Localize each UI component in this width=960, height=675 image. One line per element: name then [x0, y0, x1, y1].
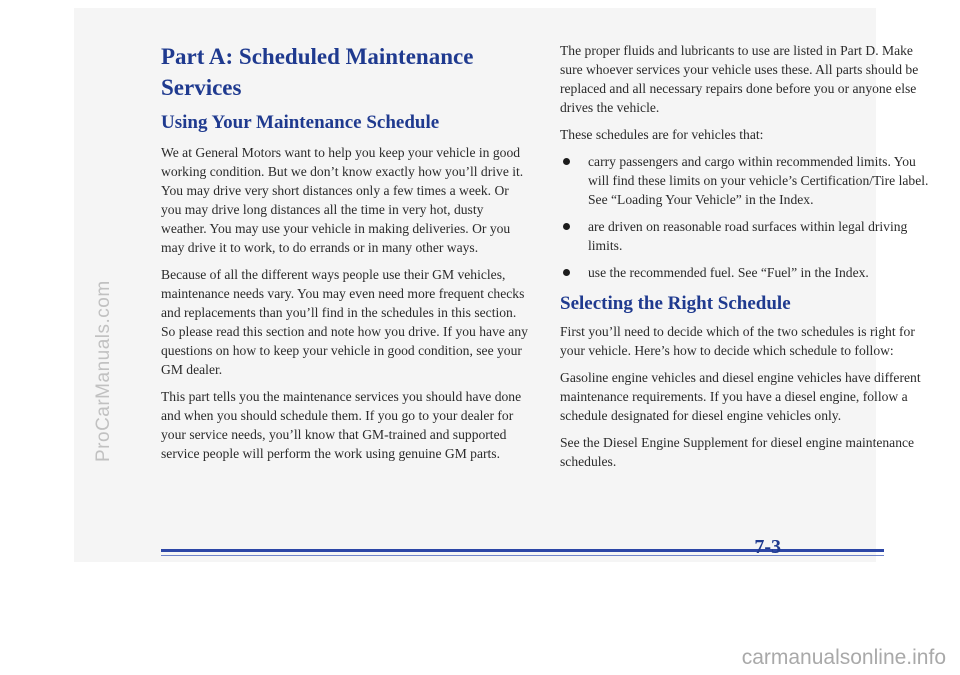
paragraph: This part tells you the maintenance services you should have done and when you should schedule them. If you go to your dealer for your service needs, you’ll know that GM-trained and supported service people will perform the work using genuine GM parts.	[161, 389, 522, 461]
paragraph: We at General Motors want to help you keep your vehicle in good working condition. But we don’t know exactly how you’ll drive it. You may drive very short distances only a few times a week. Or you may drive long distances all the time in very hot, dusty weather. You may use your vehicle in making deliveries. Or you may drive it to work, to do errands or in many other ways.	[161, 145, 524, 255]
paragraph: See the Diesel Engine Supplement for diesel engine maintenance schedules.	[560, 435, 915, 469]
list-item-text: use the recommended fuel. See “Fuel” in the Index.	[588, 265, 869, 280]
watermark-vertical: ProCarManuals.com	[93, 280, 114, 462]
manual-page	[74, 8, 929, 562]
list-item	[560, 152, 935, 209]
paragraph: Gasoline engine vehicles and diesel engine vehicles have different maintenance requirements. If you have a diesel engine, follow a schedule designated for diesel engine vehicles only.	[560, 370, 921, 423]
paragraph: The proper fluids and lubricants to use are listed in Part D. Make sure whoever services your vehicle uses these. All parts should be replaced and all necessary repairs done before you or anyone else drives the vehicle.	[560, 43, 919, 115]
left-column	[161, 41, 531, 471]
page-number: 7-3	[754, 536, 781, 558]
list-item-text: carry passengers and cargo within recommended limits. You will find these limits on your vehicle’s Certification/Tire label. See “Loading Your Vehicle” in the Index.	[588, 154, 929, 207]
right-column	[560, 41, 935, 479]
part-title: Part A: Scheduled Maintenance Services	[161, 44, 474, 100]
paragraph: Because of all the different ways people use their GM vehicles, maintenance needs vary. You may even need more frequent checks and replacements than you’ll find in the schedules in this section. So please read this section and note how you drive. If you have any questions on how to keep your vehicle in good condition, see your GM dealer.	[161, 267, 528, 377]
section-title-maintenance-schedule: Using Your Maintenance Schedule	[161, 112, 440, 133]
list-item-text: are driven on reasonable road surfaces within legal driving limits.	[588, 219, 908, 253]
bullet-icon	[563, 269, 570, 276]
list-item	[560, 217, 935, 255]
watermark-bottom: carmanualsonline.info	[741, 646, 946, 669]
section-title-selecting-schedule: Selecting the Right Schedule	[560, 293, 791, 314]
bullet-icon	[563, 158, 570, 165]
paragraph: These schedules are for vehicles that:	[560, 127, 764, 142]
vehicle-conditions-list	[560, 152, 935, 282]
bullet-icon	[563, 223, 570, 230]
paragraph: First you’ll need to decide which of the two schedules is right for your vehicle. Here’s how to decide which schedule to follow:	[560, 324, 915, 358]
list-item	[560, 263, 935, 282]
